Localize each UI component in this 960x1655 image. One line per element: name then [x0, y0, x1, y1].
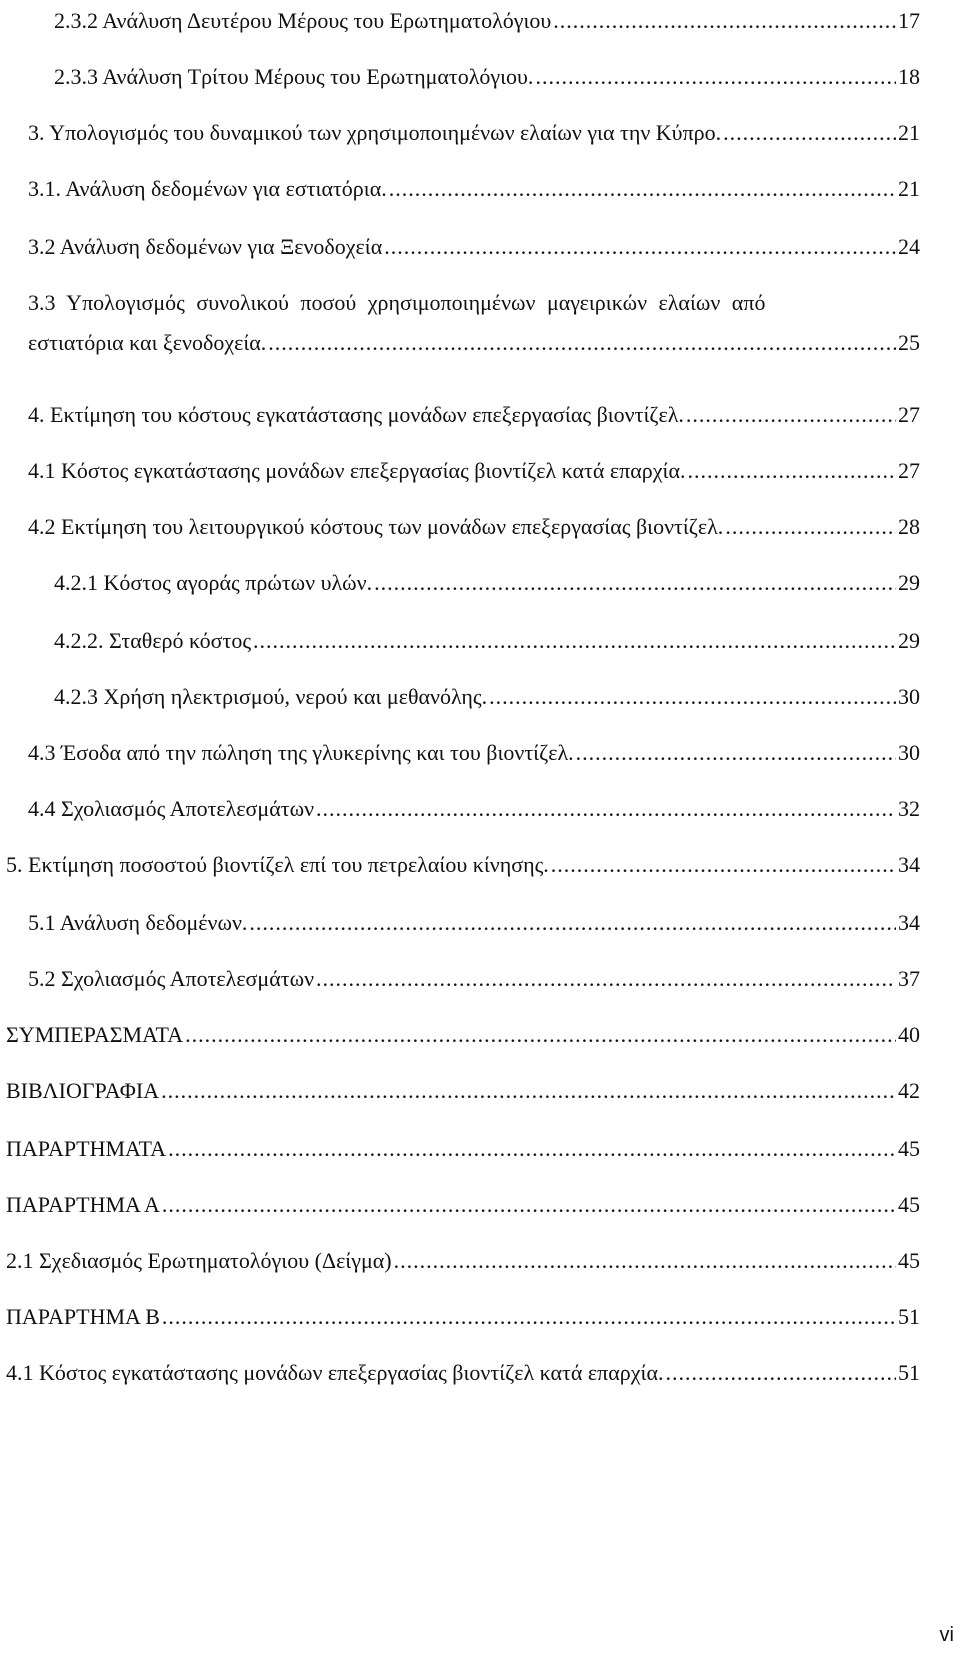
toc-leader-dots: [535, 64, 896, 90]
toc-leader-dots: [316, 796, 896, 822]
toc-leader-dots: [551, 852, 896, 878]
toc-entry-page: 51: [898, 1360, 920, 1385]
toc-entry-page: 18: [898, 64, 920, 89]
page-number: vi: [939, 1624, 954, 1646]
toc-entry[interactable]: [28, 732, 920, 766]
toc-entry-page: 40: [898, 1022, 920, 1047]
toc-entry-page: 21: [898, 176, 920, 201]
toc-entry-title: 2.1 Σχεδιασμός Ερωτηματολόγιου (Δείγμα): [6, 1248, 392, 1273]
toc-entry[interactable]: [54, 620, 920, 654]
toc-entry-title: ΠΑΡΑΡΤΗΜΑ Α: [6, 1192, 160, 1217]
toc-leader-dots: [489, 684, 896, 710]
toc-entry-title: 2.3.3 Ανάλυση Τρίτου Μέρους του Ερωτηματολόγιου.: [54, 64, 534, 89]
toc-entry-page: 29: [898, 570, 920, 595]
toc-leader-dots: [374, 570, 896, 596]
toc-entry[interactable]: [6, 1296, 920, 1330]
toc-leader-dots: [576, 740, 896, 766]
toc-entry[interactable]: [6, 1240, 920, 1274]
toc-entry[interactable]: [28, 168, 920, 202]
toc-leader-dots: [394, 1248, 896, 1274]
toc-leader-dots: [553, 8, 896, 34]
toc-entry-title: 3.2 Ανάλυση δεδομένων για Ξενοδοχεία: [28, 234, 383, 259]
toc-entry[interactable]: [6, 844, 920, 878]
toc-entry-title: 4. Εκτίμηση του κόστους εγκατάστασης μονάδων επεξεργασίας βιοντίζελ.: [28, 402, 684, 427]
toc-entry-page: 21: [898, 120, 920, 145]
toc-entry[interactable]: [6, 1352, 920, 1386]
toc-entry-page: 42: [898, 1078, 920, 1103]
toc-leader-dots: [725, 514, 896, 540]
toc-entry-title: 3. Υπολογισμός του δυναμικού των χρησιμοποιημένων ελαίων για την Κύπρο.: [28, 120, 722, 145]
toc-entry-title: 4.2 Εκτίμηση του λειτουργικού κόστους των μονάδων επεξεργασίας βιοντίζελ.: [28, 514, 724, 539]
toc-entry-title: 2.3.2 Ανάλυση Δευτέρου Μέρους του Ερωτηματολόγιου: [54, 8, 552, 33]
toc-entry-title: ΠΑΡΑΡΤΗΜΑ Β: [6, 1304, 160, 1329]
toc-leader-dots: [686, 402, 896, 428]
toc-entry-title: ΠΑΡΑΡΤΗΜΑΤΑ: [6, 1136, 167, 1161]
toc-entry[interactable]: [28, 788, 920, 822]
toc-entry-title: 5. Εκτίμηση ποσοστού βιοντίζελ επί του πετρελαίου κίνησης.: [6, 852, 549, 877]
toc-entry[interactable]: [54, 0, 920, 34]
toc-leader-dots: [162, 1192, 896, 1218]
toc-entry[interactable]: [28, 226, 920, 260]
toc-leader-dots: [665, 1360, 896, 1386]
toc-entry-page: 28: [898, 514, 920, 539]
toc-leader-dots: [268, 330, 896, 356]
toc-entry[interactable]: [54, 56, 920, 90]
toc-entry-page: 30: [898, 740, 920, 765]
toc-entry-page: 51: [898, 1304, 920, 1329]
toc-leader-dots: [723, 120, 896, 146]
toc-entry-title: 5.2 Σχολιασμός Αποτελεσμάτων: [28, 966, 315, 991]
toc-entry[interactable]: [6, 1128, 920, 1162]
toc-entry[interactable]: [28, 450, 920, 484]
toc-leader-dots: [249, 910, 896, 936]
toc-entry-title: 4.2.3 Χρήση ηλεκτρισμού, νερού και μεθανόλης.: [54, 684, 488, 709]
toc-entry-page: 27: [898, 402, 920, 427]
toc-entry[interactable]: [6, 1014, 920, 1048]
toc-entry[interactable]: [6, 1070, 920, 1104]
toc-leader-dots: [185, 1022, 896, 1048]
toc-entry-title: 4.3 Έσοδα από την πώληση της γλυκερίνης και του βιοντίζελ.: [28, 740, 574, 765]
toc-entry[interactable]: [28, 112, 920, 146]
toc-entry-title-line1: 3.3 Υπολογισμός συνολικού ποσού χρησιμοποιημένων μαγειρικών ελαίων από: [28, 290, 766, 315]
toc-entry[interactable]: [28, 958, 920, 992]
toc-entry-page: 30: [898, 684, 920, 709]
toc-entry-page: 17: [898, 8, 920, 33]
toc-entry-page: 45: [898, 1248, 920, 1273]
toc-entry-page: 29: [898, 628, 920, 653]
toc-entry-title-line2: εστιατόρια και ξενοδοχεία.: [28, 330, 267, 355]
toc-leader-dots: [687, 458, 896, 484]
toc-entry-page: 45: [898, 1136, 920, 1161]
toc-leader-dots: [162, 1304, 896, 1330]
toc-entry-page: 27: [898, 458, 920, 483]
toc-entry-page: 37: [898, 966, 920, 991]
toc-entry-title: ΒΙΒΛΙΟΓΡΑΦΙΑ: [6, 1078, 160, 1103]
toc-leader-dots: [389, 176, 896, 202]
toc-entry-title: 4.1 Κόστος εγκατάστασης μονάδων επεξεργασίας βιοντίζελ κατά επαρχία.: [6, 1360, 664, 1385]
toc-entry[interactable]: [54, 562, 920, 596]
toc-entry-page: 32: [898, 796, 920, 821]
toc-entry-title: ΣΥΜΠΕΡΑΣΜΑΤΑ: [6, 1022, 184, 1047]
toc-entry-title: 4.4 Σχολιασμός Αποτελεσμάτων: [28, 796, 315, 821]
toc-entry[interactable]: [28, 290, 920, 356]
toc-entry[interactable]: [54, 676, 920, 710]
toc-entry-page: 34: [898, 910, 920, 935]
toc-leader-dots: [168, 1136, 896, 1162]
toc-entry-page: 34: [898, 852, 920, 877]
toc-leader-dots: [316, 966, 896, 992]
toc-entry[interactable]: [28, 394, 920, 428]
toc-leader-dots: [384, 234, 896, 260]
toc-entry[interactable]: [28, 506, 920, 540]
toc-entry-title: 4.2.1 Κόστος αγοράς πρώτων υλών.: [54, 570, 373, 595]
toc-entry-page: 24: [898, 234, 920, 259]
toc-leader-dots: [253, 628, 896, 654]
toc-leader-dots: [161, 1078, 896, 1104]
toc-entry-title: 5.1 Ανάλυση δεδομένων.: [28, 910, 248, 935]
toc-entry-page: 25: [898, 330, 920, 355]
toc-entry[interactable]: [28, 902, 920, 936]
toc-entry-title: 4.2.2. Σταθερό κόστος: [54, 628, 252, 653]
toc-entry-page: 45: [898, 1192, 920, 1217]
toc-entry-title: 3.1. Ανάλυση δεδομένων για εστιατόρια.: [28, 176, 387, 201]
toc-entry[interactable]: [6, 1184, 920, 1218]
toc-entry-title: 4.1 Κόστος εγκατάστασης μονάδων επεξεργασίας βιοντίζελ κατά επαρχία.: [28, 458, 686, 483]
